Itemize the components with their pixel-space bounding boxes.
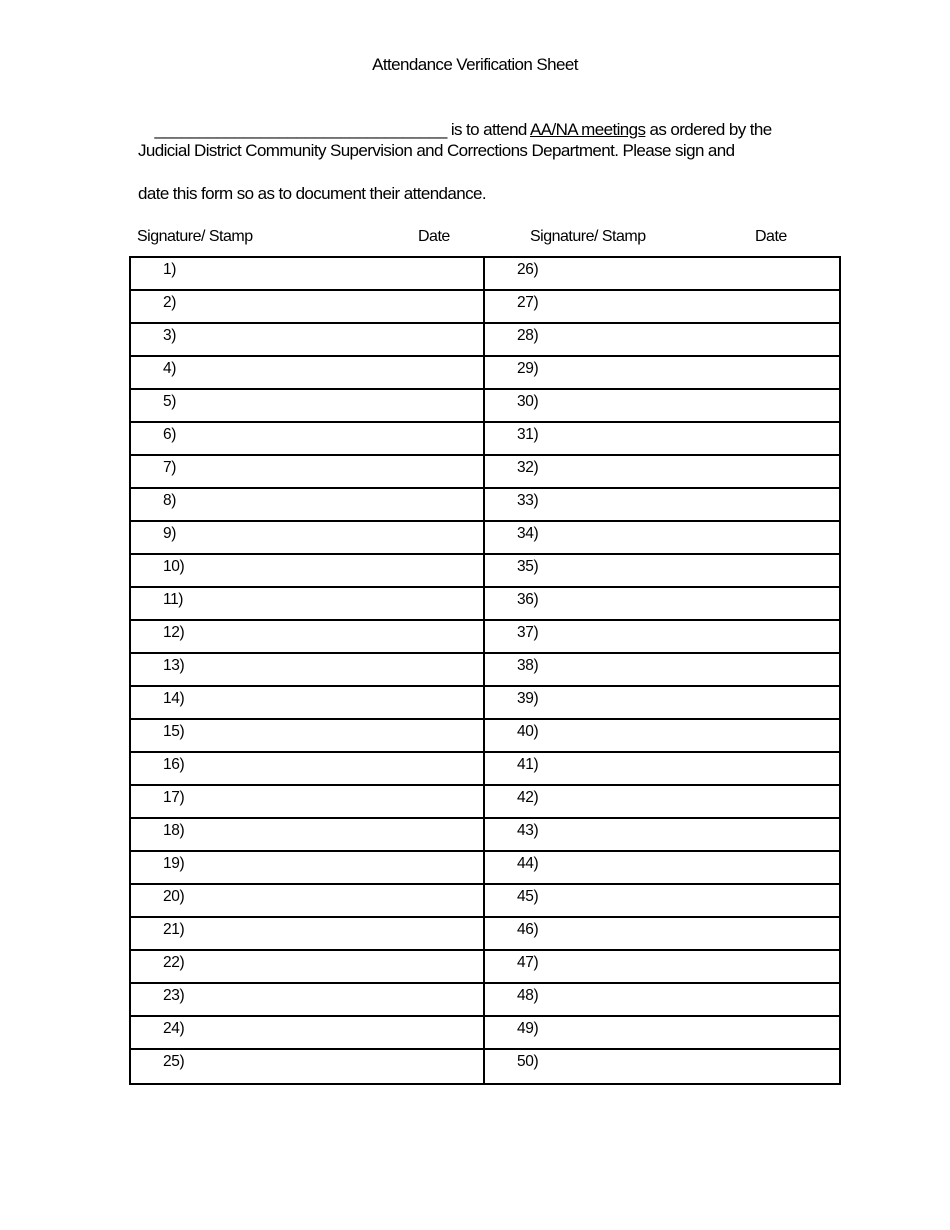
signature-cell [131,984,485,1017]
signature-cell [485,753,839,786]
signature-cell [131,489,485,522]
signature-cell [131,258,485,291]
signature-cell [485,951,839,984]
signature-cell [485,1050,839,1083]
row-number: 38) [517,657,539,674]
row-number: 14) [163,690,185,707]
signature-cell [131,1017,485,1050]
row-number: 22) [163,954,185,971]
row-number: 25) [163,1053,185,1070]
row-number: 17) [163,789,185,806]
signature-cell [131,885,485,918]
row-number: 37) [517,624,539,641]
attendance-table [129,256,841,1085]
document-title: Attendance Verification Sheet [372,55,578,74]
signature-cell [131,852,485,885]
signature-cell [131,456,485,489]
row-number: 13) [163,657,185,674]
signature-cell [131,687,485,720]
row-number: 18) [163,822,185,839]
row-number: 47) [517,954,539,971]
row-number: 48) [517,987,539,1004]
row-number: 30) [517,393,539,410]
signature-cell [485,918,839,951]
signature-cell [131,291,485,324]
signature-cell [485,687,839,720]
intro-text-a: is to attend [446,120,530,139]
signature-cell [485,357,839,390]
signature-cell [485,324,839,357]
row-number: 32) [517,459,539,476]
header-date-right: Date [755,228,787,245]
signature-cell [485,258,839,291]
row-number: 23) [163,987,185,1004]
row-number: 31) [517,426,539,443]
header-signature-stamp-left: Signature/ Stamp [137,228,253,245]
row-number: 19) [163,855,185,872]
signature-cell [485,819,839,852]
row-number: 21) [163,921,185,938]
signature-cell [131,654,485,687]
row-number: 20) [163,888,185,905]
signature-cell [485,885,839,918]
signature-cell [131,720,485,753]
row-number: 16) [163,756,185,773]
signature-cell [131,918,485,951]
intro-line-2: Judicial District Community Supervision and Corrections Department. Please sign and [138,141,735,160]
row-number: 10) [163,558,185,575]
signature-cell [485,720,839,753]
intro-line-3: date this form so as to document their attendance. [138,184,486,203]
row-number: 27) [517,294,539,311]
row-number: 34) [517,525,539,542]
signature-cell [485,852,839,885]
signature-cell [131,324,485,357]
signature-cell [485,588,839,621]
signature-cell [131,621,485,654]
signature-cell [485,522,839,555]
row-number: 4) [163,360,176,377]
row-number: 12) [163,624,185,641]
row-number: 40) [517,723,539,740]
row-number: 36) [517,591,539,608]
intro-text-b: as ordered by the [645,120,772,139]
table-column-headers [131,226,839,250]
header-signature-stamp-right: Signature/ Stamp [530,228,646,245]
header-date-left: Date [418,228,450,245]
row-number: 39) [517,690,539,707]
signature-cell [485,654,839,687]
row-number: 3) [163,327,176,344]
signature-cell [131,555,485,588]
signature-cell [485,1017,839,1050]
row-number: 5) [163,393,176,410]
signature-cell [485,984,839,1017]
signature-cell [485,291,839,324]
row-number: 43) [517,822,539,839]
signature-cell [131,786,485,819]
row-number: 28) [517,327,539,344]
signature-cell [131,357,485,390]
signature-cell [131,390,485,423]
signature-cell [485,456,839,489]
signature-cell [131,951,485,984]
signature-cell [485,489,839,522]
row-number: 1) [163,261,176,278]
signature-cell [131,522,485,555]
signature-cell [485,621,839,654]
name-blank-line: _________________________________ [154,120,447,139]
row-number: 35) [517,558,539,575]
row-number: 45) [517,888,539,905]
row-number: 50) [517,1053,539,1070]
row-number: 6) [163,426,176,443]
signature-cell [131,753,485,786]
signature-cell [131,819,485,852]
row-number: 2) [163,294,176,311]
row-number: 15) [163,723,185,740]
row-number: 46) [517,921,539,938]
signature-cell [485,786,839,819]
row-number: 49) [517,1020,539,1037]
row-number: 41) [517,756,539,773]
row-number: 42) [517,789,539,806]
row-number: 29) [517,360,539,377]
aa-na-meetings-phrase: AA/NA meetings [529,120,646,139]
signature-cell [485,555,839,588]
signature-cell [485,423,839,456]
signature-cell [131,423,485,456]
row-number: 11) [163,591,184,608]
signature-cell [131,588,485,621]
row-number: 33) [517,492,539,509]
row-number: 26) [517,261,539,278]
row-number: 7) [163,459,176,476]
signature-cell [485,390,839,423]
row-number: 44) [517,855,539,872]
row-number: 24) [163,1020,185,1037]
signature-cell [131,1050,485,1083]
row-number: 8) [163,492,176,509]
row-number: 9) [163,525,176,542]
